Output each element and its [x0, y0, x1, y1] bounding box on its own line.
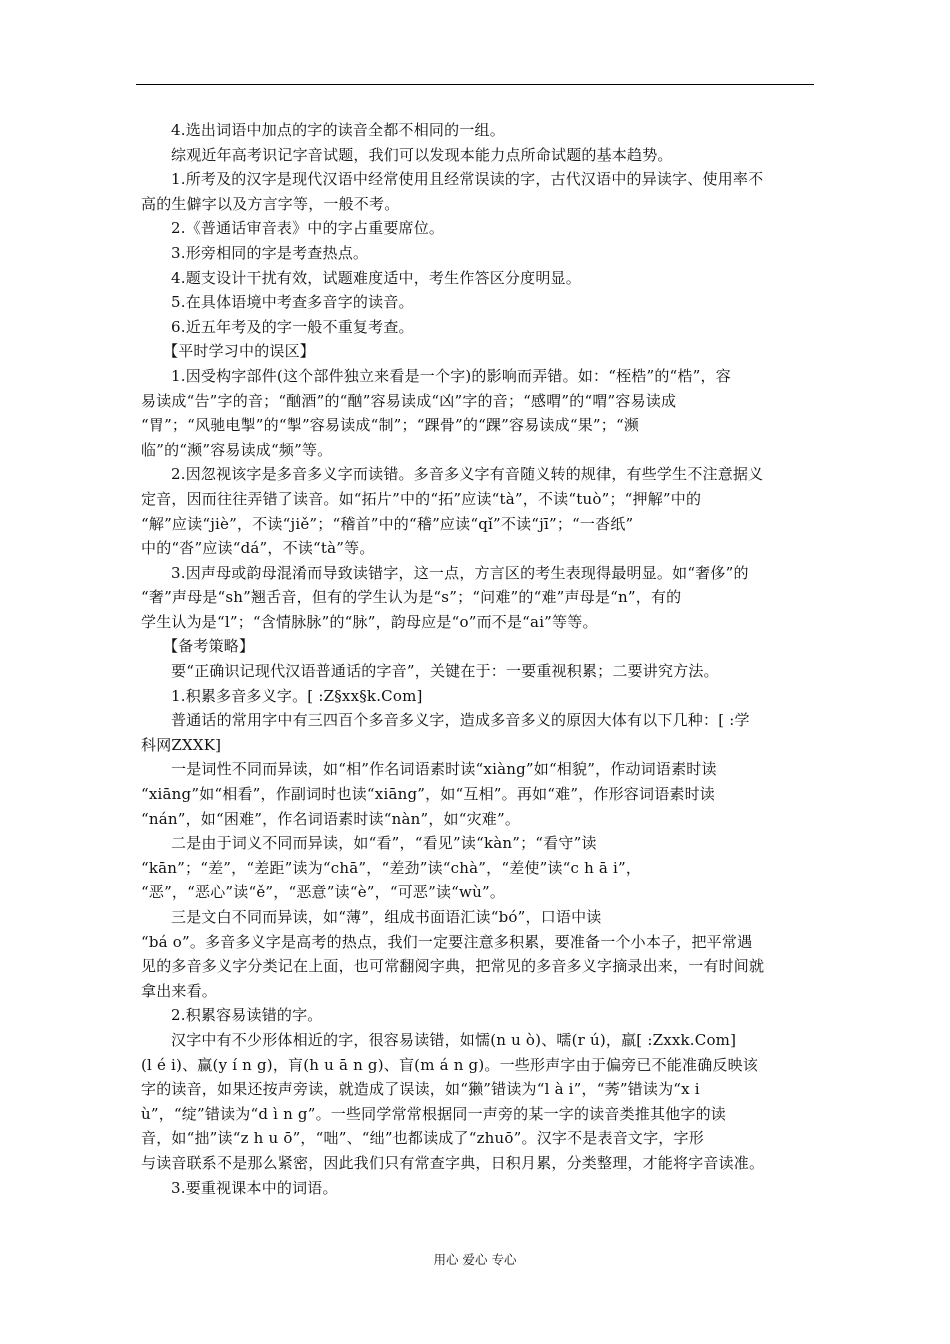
text-line: 见的多音多义字分类记在上面，也可常翻阅字典，把常见的多音多义字摘录出来，一有时间就: [141, 957, 765, 976]
text-line: 高的生僻字以及方言字等，一般不考。: [141, 194, 400, 213]
text-line: 科网ZXXK]: [141, 735, 222, 754]
text-line: 中的“沓”应读“dá”，不读“tà”等。: [141, 539, 375, 558]
text-line: 【备考策略】: [163, 637, 255, 656]
text-line: 6.近五年考及的字一般不重复考查。: [171, 317, 414, 336]
text-line: “kān”；“差”，“差距”读为“chā”，“差劲”读“chà”，“差使”读“c h ā i”，: [141, 858, 642, 877]
document-body: [141, 118, 813, 1200]
text-line: 音，如“拙”读“z h u ō”，“咄”、“绌”也都读成了“zhuō”。汉字不是表音文字，字形: [141, 1129, 704, 1148]
text-line: 要“正确识记现代汉语普通话的字音”，关键在于：一要重视积累；二要讲究方法。: [171, 662, 719, 681]
text-line: “奢”声母是“sh”翘舌音，但有的学生认为是“s”；“问难”的“难”声母是“n”，有的: [141, 588, 682, 607]
header-rule: [136, 84, 814, 85]
text-line: “xiāng”如“相看”，作副词时也读“xiāng”，如“互相”。再如“难”，作形容词语素时读: [141, 785, 716, 804]
text-line: 综观近年高考识记字音试题，我们可以发现本能力点所命试题的基本趋势。: [171, 145, 673, 164]
text-line: 1.因受构字部件(这个部件独立来看是一个字)的影响而弄错。如：“桎梏”的“梏”，容: [171, 366, 731, 385]
text-line: “胃”；“风驰电掣”的“掣”容易读成“制”；“踝骨”的“踝”容易读成“果”；“濒: [141, 416, 640, 435]
text-line: 字的读音，如果还按声旁读，就造成了误读，如“獭”错读为“l à i”，“莠”错读为“x i: [141, 1080, 700, 1099]
text-line: 2.积累容易读错的字。: [171, 1006, 323, 1025]
text-line: 4.题支设计干扰有效，试题难度适中，考生作答区分度明显。: [171, 268, 581, 287]
text-line: 汉字中有不少形体相近的字，很容易读错，如懦(n u ò)、嚅(r ú)，羸[ :Zxxk.Com]: [171, 1030, 737, 1049]
text-line: 三是文白不同而异读，如“薄”，组成书面语汇读“bó”，口语中读: [171, 908, 602, 926]
text-line: 普通话的常用字中有三四百个多音多义字，造成多音多义的原因大体有以下几种：[ :学: [171, 711, 750, 730]
text-line: 二是由于词义不同而异读，如“看”，“看见”读“kàn”；“看守”读: [171, 834, 597, 853]
text-line: 3.因声母或韵母混淆而导致读错字，这一点，方言区的考生表现得最明显。如“奢侈”的: [171, 563, 749, 582]
page-footer: 用心 爱心 专心: [433, 1252, 517, 1267]
text-line: 2.《普通话审音表》中的字占重要席位。: [171, 219, 445, 238]
text-line: 一是词性不同而异读，如“相”作名词语素时读“xiàng”如“相貌”，作动词语素时读: [171, 760, 717, 779]
text-line: 与读音联系不是那么紧密，因此我们只有常查字典，日积月累，分类整理，才能将字音读准。: [141, 1153, 765, 1172]
text-line: (l é i)、赢(y í n g)，肓(h u ā n g)、盲(m á n g)。一些形声字由于偏旁已不能准确反映该: [141, 1055, 758, 1074]
text-line: 3.形旁相同的字是考查热点。: [171, 243, 369, 262]
text-line: 4.选出词语中加点的字的读音全都不相同的一组。: [171, 121, 505, 139]
text-line: “nán”，如“困难”，作名词语素时读“nàn”，如“灾难”。: [141, 809, 521, 828]
text-line: “bá o”。多音多义字是高考的热点，我们一定要注意多积累，要准备一个小本子，把平常遇: [141, 932, 753, 951]
text-line: 临”的“濒”容易读成“频”等。: [141, 440, 333, 459]
text-line: 3.要重视课本中的词语。: [171, 1178, 338, 1197]
text-line: “恶”，“恶心”读“ě”，“恶意”读“è”，“可恶”读“wù”。: [141, 883, 506, 902]
text-line: 1.积累多音多义字。[ :Z§xx§k.Com]: [171, 686, 423, 705]
text-line: 2.因忽视该字是多音多义字而读错。多音多义字有音随义转的规律，有些学生不注意据义: [171, 465, 764, 484]
text-line: 1.所考及的汉字是现代汉语中经常使用且经常误读的字，古代汉语中的异读字、使用率不: [171, 170, 764, 189]
text-line: 【平时学习中的误区】: [163, 342, 316, 361]
text-line: ù”，“绽”错读为“d ì n g”。一些同学常常根据同一声旁的某一字的读音类推其他字的读: [141, 1104, 726, 1123]
text-line: 学生认为是“l”；“含情脉脉”的“脉”，韵母应是“o”而不是“ai”等等。: [141, 612, 598, 631]
text-line: 定音，因而往往弄错了读音。如“拓片”中的“拓”应读“tà”，不读“tuò”；“押解”中的: [141, 489, 702, 508]
text-line: “解”应读“jiè”，不读“jiě”；“稽首”中的“稽”应读“qǐ”不读“jī”；“一沓纸”: [141, 514, 634, 533]
text-line: 5.在具体语境中考查多音字的读音。: [171, 293, 414, 312]
text-line: 拿出来看。: [141, 981, 218, 1000]
text-line: 易读成“告”字的音；“酗酒”的“酗”容易读成“凶”字的音；“感喟”的“喟”容易读成: [141, 391, 677, 410]
